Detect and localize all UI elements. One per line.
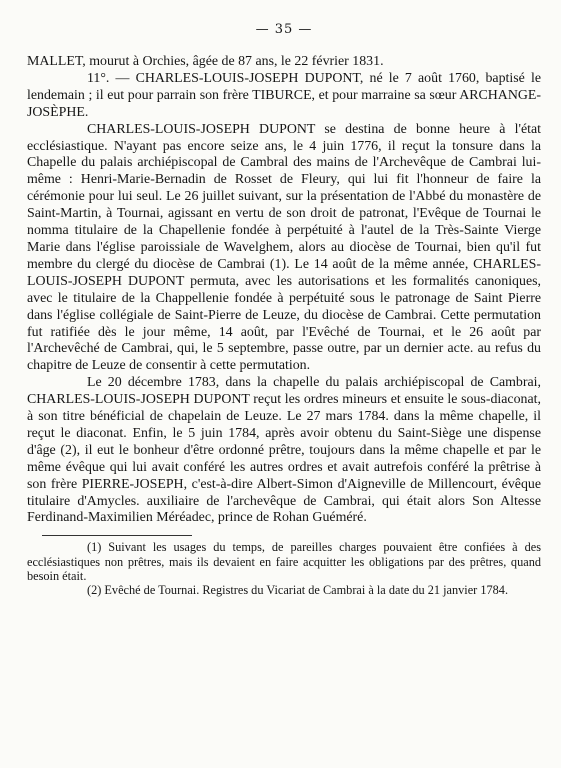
body-text (27, 54, 541, 527)
paragraph-ecclesiastical-career: CHARLES-LOUIS-JOSEPH DUPONT se destina de bonne heure à l'état ecclésiastique. N'ayant pas encore seize ans, le 4 juin 1776, il reçut la tonsure dans la Chapelle du palais archiépiscopal de Cambral des mains de l'Archevêque de Cambrai lui-même : Henri-Marie-Bernadin de Rosset de Fleury, qui lui fit l'honneur de faire la cérémonie pour lui seul. Le 26 juillet suivant, sur la présentation de l'Abbé du monastère de Saint-Martin, à Tournai, agissant en vertu de son droit de patronat, l'Evêque de Tournai le nomma titulaire de la Chapellenie fondée à perpétuité à l'autel de la Très-Sainte Vierge Marie dans l'église paroissiale de Wavelghem, alors au diocèse de Tournai, bien qu'il fut membre du clergé du diocèse de Cambrai (1). Le 14 août de la même année, CHARLES-LOUIS-JOSEPH DUPONT permuta, avec les autorisations et les formalités canoniques, avec le titulaire de la Chappellenie fondée à perpétuité sous le patronage de Saint Pierre dans l'église collégiale de Saint-Pierre de Leuze, du diocèse de Cambrai. Cette permutation fut ratifiée dès le jour même, 14 août, par l'Evêché de Tournai, et le 26 août par l'Archevêché de Cambrai, qui, le 5 septembre, passe outre, par un dernier acte. au refus du chapitre de Leuze de consentir à cette permutation. (27, 121, 541, 374)
paragraph-ordination: Le 20 décembre 1783, dans la chapelle du palais archiépiscopal de Cambrai, CHARLES-LOUIS-JOSEPH DUPONT reçut les ordres mineurs et ensuite le sous-diaconat, à son titre bénéficial de chapelain de Leuze. Le 27 mars 1784. dans la même chapelle, il reçut le diaconat. Enfin, le 5 juin 1784, après avoir obtenu du Saint-Siège une dispense d'âge (2), il eut le bonheur d'être ordonné prêtre, toujours dans la même chapelle et par le même évêque qui lui avait conféré les autres ordres et avait autrefois conféré la prêtrise à son frère PIERRE-JOSEPH, c'est-à-dire Albert-Simon d'Aigneville de Millencourt, évêque titulaire d'Amycles. auxiliaire de l'archevêque de Cambrai, qui était alors Son Altesse Ferdinand-Maximilien Méréadec, prince de Rohan Guéméré. (27, 375, 541, 526)
paragraph-entry-11: 11°. — CHARLES-LOUIS-JOSEPH DUPONT, né le 7 août 1760, baptisé le lendemain ; il eut pour parrain son frère TIBURCE, et pour marraine sa sœur ARCHANGE-JOSÈPHE. (27, 70, 541, 120)
page-number: — 35 — (255, 22, 313, 37)
footnote-divider (42, 535, 192, 536)
footnotes (27, 540, 541, 597)
footnote-1: (1) Suivant les usages du temps, de pareilles charges pouvaient être confiées à des ecclésiastiques non prêtres, mais ils devaient en faire acquitter les obligations par des prêtres, quand besoin était. (27, 540, 541, 583)
paragraph-continuation: MALLET, mourut à Orchies, âgée de 87 ans, le 22 février 1831. (27, 54, 384, 69)
footnote-2: (2) Evêché de Tournai. Registres du Vicariat de Cambrai à la date du 21 janvier 1784. (87, 582, 509, 597)
